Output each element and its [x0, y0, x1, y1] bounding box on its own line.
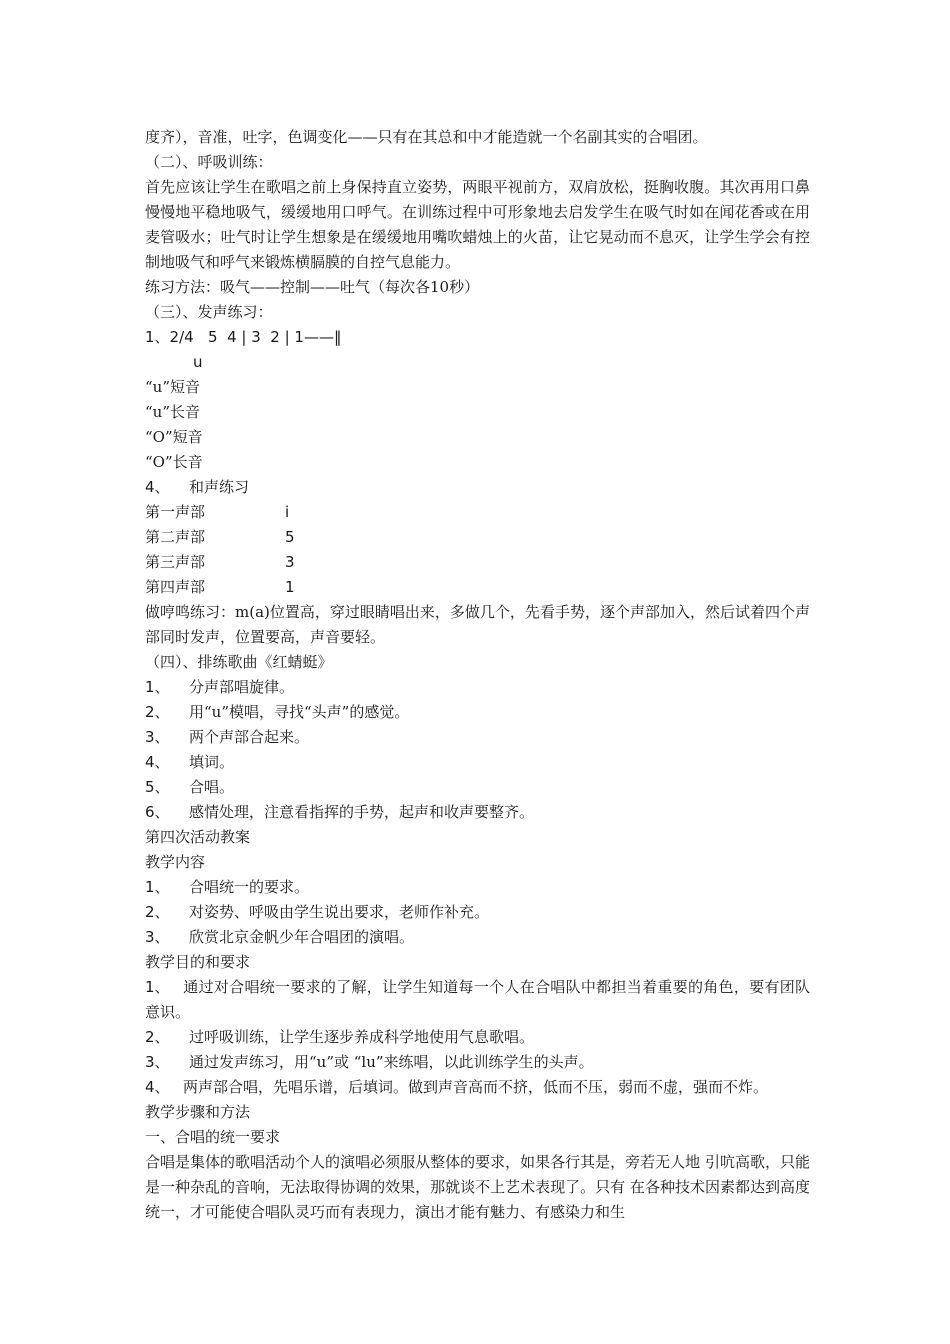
list-text: 合唱。 [189, 778, 235, 796]
list-number: 3、 [145, 928, 170, 946]
section-breathing-title: （二）、呼吸训练： [145, 153, 273, 171]
step-title: 一、合唱的统一要求 [145, 1128, 281, 1146]
list-number: 4、 [145, 478, 170, 496]
goals-heading: 教学目的和要求 [145, 953, 251, 971]
list-text: 欣赏北京金帆少年合唱团的演唱。 [189, 928, 415, 946]
voice-label: 第四声部 [145, 578, 206, 596]
list-text: 两个声部合起来。 [189, 728, 310, 746]
list-number: 2、 [145, 703, 170, 721]
exercise-notation: 1、2/4 5 4 | 3 2 | 1——‖ [145, 328, 342, 346]
list-text: 两声部合唱，先唱乐谱，后填词。做到声音高而不挤，低而不压，弱而不虚，强而不炸。 [183, 1078, 769, 1096]
list-text: 分声部唱旋律。 [189, 678, 295, 696]
section-vocalization-title: （三）、发声练习： [145, 303, 273, 321]
voice-row [145, 575, 810, 600]
goal-item [145, 1025, 810, 1050]
breathing-paragraph: 首先应该让学生在歌唱之前上身保持直立姿势，两眼平视前方，双肩放松，挺胸收腹。其次再用口鼻慢慢地平稳地吸气，缓缓地用口呼气。在训练过程中可形象地去启发学生在吸气时如在闻花香或在用麦管吸水；吐气时让学生想象是在缓缓地用嘴吹蜡烛上的火苗，让它晃动而不息灭，让学生学会有控制地吸气和呼气来锻炼横膈膜的自控气息能力。 [145, 178, 810, 271]
list-number: 4、 [145, 753, 170, 771]
vowel-item: “u”长音 [145, 403, 200, 421]
exercise-syllable: u [193, 353, 203, 371]
list-text: 感情处理，注意看指挥的手势，起声和收声要整齐。 [189, 803, 535, 821]
list-number: 2、 [145, 903, 170, 921]
list-item [145, 775, 810, 800]
list-text: 对姿势、呼吸由学生说出要求，老师作补充。 [189, 903, 490, 921]
list-item [145, 875, 810, 900]
steps-heading: 教学步骤和方法 [145, 1103, 251, 1121]
list-item [145, 675, 810, 700]
list-text: 填词。 [189, 753, 235, 771]
goal-item [145, 1050, 810, 1075]
list-number: 1、 [145, 978, 170, 996]
list-number: 1、 [145, 878, 170, 896]
list-item [145, 700, 810, 725]
voice-note: 1 [285, 578, 295, 596]
list-text: 通过对合唱统一要求的了解，让学生知道每一个人在合唱队中都担当着重要的角色，要有团队意识。 [145, 978, 810, 1021]
voice-label: 第二声部 [145, 528, 206, 546]
vowel-item: “O”短音 [145, 428, 203, 446]
voice-note: i [285, 503, 290, 521]
content-heading: 教学内容 [145, 853, 206, 871]
list-item [145, 900, 810, 925]
list-text: 合唱统一的要求。 [189, 878, 310, 896]
list-item [145, 750, 810, 775]
voice-row [145, 525, 810, 550]
voice-note: 5 [285, 528, 295, 546]
list-item [145, 925, 810, 950]
voice-label: 第三声部 [145, 553, 206, 571]
list-number: 3、 [145, 728, 170, 746]
voice-note: 3 [285, 553, 295, 571]
lesson-title: 第四次活动教案 [145, 828, 251, 846]
goal-item [145, 975, 810, 1025]
document-page [145, 125, 810, 1225]
list-number: 3、 [145, 1053, 170, 1071]
voice-label: 第一声部 [145, 503, 206, 521]
step-paragraph: 合唱是集体的歌唱活动个人的演唱必须服从整体的要求，如果各行其是，旁若无人地 引吭高歌，只能是一种杂乱的音响，无法取得协调的效果，那就谈不上艺术表现了。只有 在各种技术因素都达到高度统一，才可能使合唱队灵巧而有表现力，演出才能有魅力、有感染力和生 [145, 1153, 810, 1221]
humming-paragraph: 做哼鸣练习：m(a)位置高，穿过眼睛唱出来，多做几个，先看手势，逐个声部加入，然后试着四个声部同时发声，位置要高，声音要轻。 [145, 603, 810, 646]
list-number: 6、 [145, 803, 170, 821]
vowel-item: “u”短音 [145, 378, 200, 396]
harmony-title [145, 475, 810, 500]
breathing-method: 练习方法：吸气——控制——吐气（每次各10秒） [145, 278, 480, 296]
intro-line: 度齐），音准，吐字，色调变化——只有在其总和中才能造就一个名副其实的合唱团。 [145, 128, 708, 146]
list-item [145, 725, 810, 750]
list-text: 和声练习 [189, 478, 250, 496]
list-item [145, 800, 810, 825]
section-song-title: （四）、排练歌曲《红蜻蜓》 [145, 653, 333, 671]
vowel-item: “O”长音 [145, 453, 203, 471]
list-number: 2、 [145, 1028, 170, 1046]
goal-item [145, 1075, 810, 1100]
voice-row [145, 550, 810, 575]
list-text: 用“u”模唱，寻找“头声”的感觉。 [189, 703, 410, 721]
voice-row [145, 500, 810, 525]
list-text: 过呼吸训练，让学生逐步养成科学地使用气息歌唱。 [189, 1028, 535, 1046]
list-number: 1、 [145, 678, 170, 696]
list-number: 4、 [145, 1078, 170, 1096]
list-number: 5、 [145, 778, 170, 796]
list-text: 通过发声练习，用“u”或 “lu”来练唱，以此训练学生的头声。 [189, 1053, 594, 1071]
